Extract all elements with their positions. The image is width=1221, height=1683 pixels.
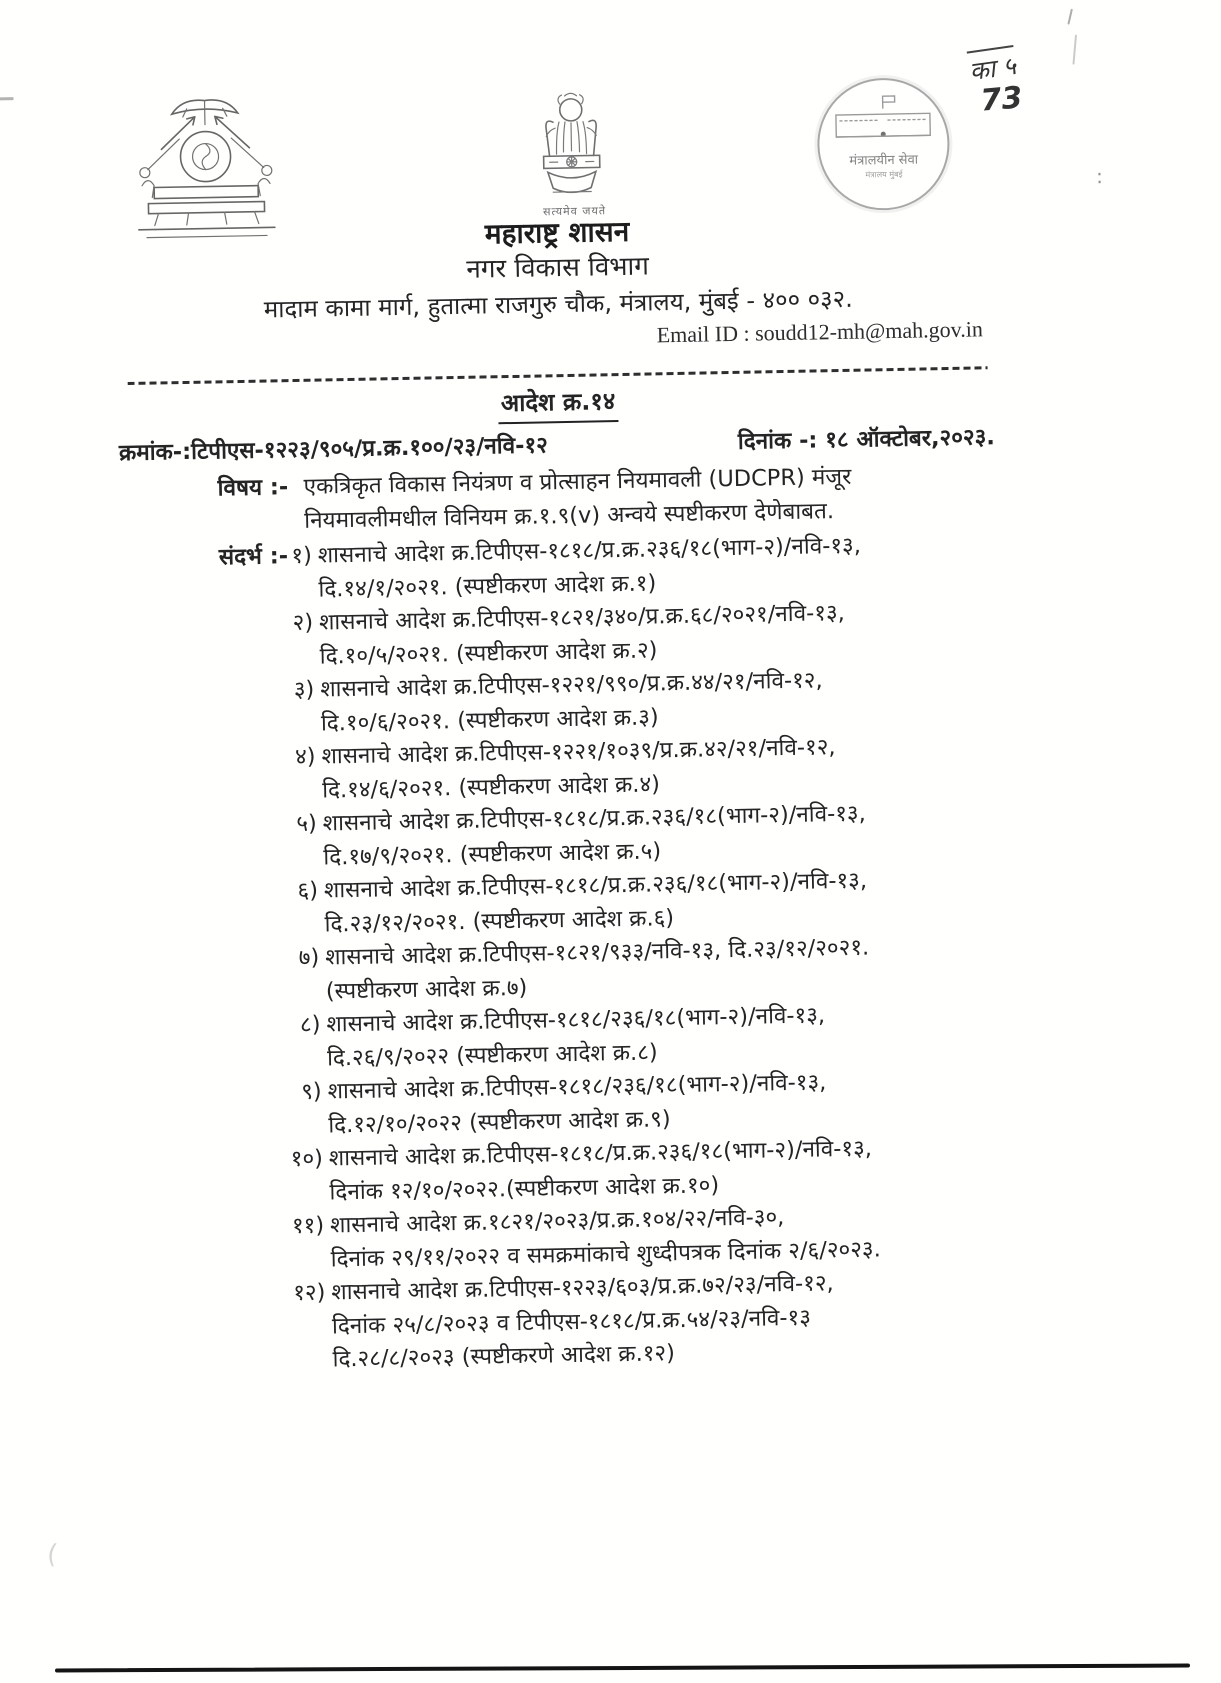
- reference-line: शासनाचे आदेश क्र.टिपीएस-१८१८/प्र.क्र.२३६/१८(भाग-२)/नवि-१३,: [328, 1135, 873, 1172]
- reference-lines: [318, 530, 862, 607]
- references-label: संदर्भ :-: [218, 543, 289, 571]
- reference-line: दि.१४/१/२०२१. (स्पष्टीकरण आदेश क्र.१): [318, 569, 657, 603]
- reference-line: शासनाचे आदेश क्र.टिपीएस-१८२१/९३३/नवि-१३, दि.२३/१२/२०२१.: [325, 934, 870, 971]
- reference-line: दि.१०/५/२०२१. (स्पष्टीकरण आदेश क्र.२): [319, 636, 658, 670]
- office-stamp: [816, 77, 950, 211]
- reference-number: ९): [300, 1078, 322, 1105]
- subject-line: नियमावलीमधील विनियम क्र.१.९(v) अन्वये स्पष्टीकरण देणेबाबत.: [303, 497, 835, 534]
- reference-item: [288, 1199, 881, 1277]
- pen-mark: [1072, 35, 1077, 65]
- reference-lines: [324, 865, 868, 942]
- department-title: नगर विकास विभाग: [466, 251, 650, 285]
- reference-line: शासनाचे आदेश क्र.टिपीएस-१८२१/३४०/प्र.क्र.६८/२०२१/नवि-१३,: [318, 599, 846, 636]
- order-body: [118, 378, 1016, 1380]
- reference-number: १२): [292, 1279, 326, 1307]
- reference-line: (स्पष्टीकरण आदेश क्र.७): [325, 974, 528, 1005]
- reference-number: ४): [294, 743, 316, 771]
- reference-line: दि.१४/६/२०२१. (स्पष्टीकरण आदेश क्र.४): [321, 770, 661, 804]
- reference-lines: [320, 664, 824, 740]
- scan-artifact: [0, 97, 13, 100]
- reference-lines: [330, 1199, 881, 1276]
- reference-number: २): [292, 609, 314, 637]
- reference-number: ८): [299, 1011, 321, 1038]
- reference-line: शासनाचे आदेश क्र.टिपीएस-१८१८/प्र.क्र.२३६/१८(भाग-२)/नवि-१३,: [317, 532, 862, 569]
- reference-line: शासनाचे आदेश क्र.१८२१/२०२३/प्र.क्र.१०४/२२/नवि-३०,: [329, 1204, 785, 1239]
- reference-line: दिनांक २५/८/२०२३ व टिपीएस-१८१८/प्र.क्र.५४/२३/नवि-१३: [331, 1304, 812, 1339]
- reference-item: [287, 1132, 880, 1210]
- reference-number: ७): [298, 944, 320, 971]
- reference-lines: [329, 1133, 873, 1210]
- order-title: आदेश क्र.१४: [498, 385, 619, 424]
- reference-number: ६): [297, 877, 319, 905]
- reference-line: दिनांक १२/१०/२०२२.(स्पष्टीकरण आदेश क्र.१०): [329, 1171, 720, 1205]
- order-date: दिनांक -: १८ ऑक्टोबर,२०२३.: [737, 423, 996, 455]
- reference-item: [283, 931, 876, 1009]
- reference-line: शासनाचे आदेश क्र.टिपीएस-१८१८/२३६/१८(भाग-२)/नवि-१३,: [326, 1002, 826, 1038]
- reference-line: दि.१७/९/२०२१. (स्पष्टीकरण आदेश क्र.५): [323, 837, 662, 871]
- order-number: क्रमांक-:टिपीएस-१२२३/९०५/प्र.क्र.१००/२३/नवि-१२: [118, 431, 549, 466]
- national-emblem-icon: [518, 87, 624, 215]
- reference-line: शासनाचे आदेश क्र.टिपीएस-१२२३/६०३/प्र.क्र.७२/२३/नवि-१२,: [331, 1270, 834, 1306]
- address-line: मादाम कामा मार्ग, हुतात्मा राजगुरु चौक, मंत्रालय, मुंबई - ४०० ०३२.: [263, 284, 853, 324]
- reference-item: [284, 998, 877, 1076]
- stamp-subtext: मंत्रालय मुंबई: [865, 169, 903, 180]
- reference-item: [281, 797, 874, 875]
- subject-line: एकत्रिकृत विकास नियंत्रण व प्रोत्साहन नियमावली (UDCPR) मंजूर: [303, 463, 852, 500]
- email-line: Email ID : soudd12-mh@mah.gov.in: [656, 316, 984, 348]
- reference-line: शासनाचे आदेश क्र.टिपीएस-१८१८/प्र.क्र.२३६/१८(भाग-२)/नवि-१३,: [322, 800, 867, 837]
- handwritten-number: 73: [979, 80, 1024, 119]
- reference-line: दि.१२/१०/२०२२ (स्पष्टीकरण आदेश क्र.९): [328, 1105, 671, 1138]
- reference-number: ११): [291, 1212, 325, 1240]
- reference-item: [278, 663, 871, 741]
- reference-lines: [327, 1066, 827, 1142]
- scan-artifact: (: [45, 1539, 60, 1571]
- reference-lines: [331, 1267, 835, 1377]
- reference-item: [276, 530, 869, 608]
- government-title: महाराष्ट्र शासन: [484, 214, 630, 251]
- reference-lines: [326, 999, 826, 1075]
- reference-item: [289, 1266, 883, 1377]
- reference-line: दि.२८/८/२०२३ (स्पष्टीकरणे आदेश क्र.१२): [332, 1340, 676, 1373]
- reference-number: ५): [296, 810, 318, 838]
- reference-lines: [325, 932, 870, 1009]
- reference-line: दि.१०/६/२०२१. (स्पष्टीकरण आदेश क्र.३): [320, 703, 659, 737]
- reference-item: [277, 596, 870, 674]
- reference-line: शासनाचे आदेश क्र.टिपीएस-१२२१/९९०/प्र.क्र.४४/२१/नवि-१२,: [320, 667, 823, 703]
- reference-lines: [319, 597, 846, 674]
- reference-line: शासनाचे आदेश क्र.टिपीएस-१८१८/प्र.क्र.२३६/१८(भाग-२)/नवि-१३,: [323, 867, 868, 904]
- reference-number: ३): [293, 676, 315, 704]
- references-list: [276, 530, 883, 1378]
- reference-number: १०): [290, 1145, 324, 1173]
- reference-line: दि.२३/१२/२०२१. (स्पष्टीकरण आदेश क्र.६): [324, 904, 675, 938]
- reference-line: शासनाचे आदेश क्र.टिपीएस-१८१८/२३६/१८(भाग-२)/नवि-१३,: [327, 1069, 827, 1105]
- reference-item: [285, 1065, 878, 1143]
- stamp-text: मंत्रालयीन सेवा: [849, 152, 919, 169]
- reference-number: १): [291, 542, 313, 570]
- reference-item: [279, 730, 872, 808]
- reference-line: दि.२६/९/२०२२ (स्पष्टीकरण आदेश क्र.८): [326, 1038, 658, 1071]
- handwritten-note: का ५: [967, 45, 1018, 88]
- reference-item: [282, 864, 875, 942]
- reference-line: दिनांक २९/११/२०२२ व समक्रमांकाचे शुध्दीपत्रक दिनांक २/६/२०२३.: [330, 1235, 881, 1272]
- pen-mark: [1067, 9, 1073, 25]
- reference-line: शासनाचे आदेश क्र.टिपीएस-१२२१/१०३९/प्र.क्र.४२/२१/नवि-१२,: [321, 734, 836, 770]
- letterhead: [127, 208, 989, 360]
- emblem-motto: सत्यमेव जयते: [542, 204, 607, 219]
- reference-lines: [323, 798, 867, 875]
- subject-label: विषय :-: [217, 474, 289, 502]
- reference-lines: [321, 731, 836, 807]
- ink-speck: :: [1095, 164, 1104, 189]
- references-section: [121, 527, 1016, 1380]
